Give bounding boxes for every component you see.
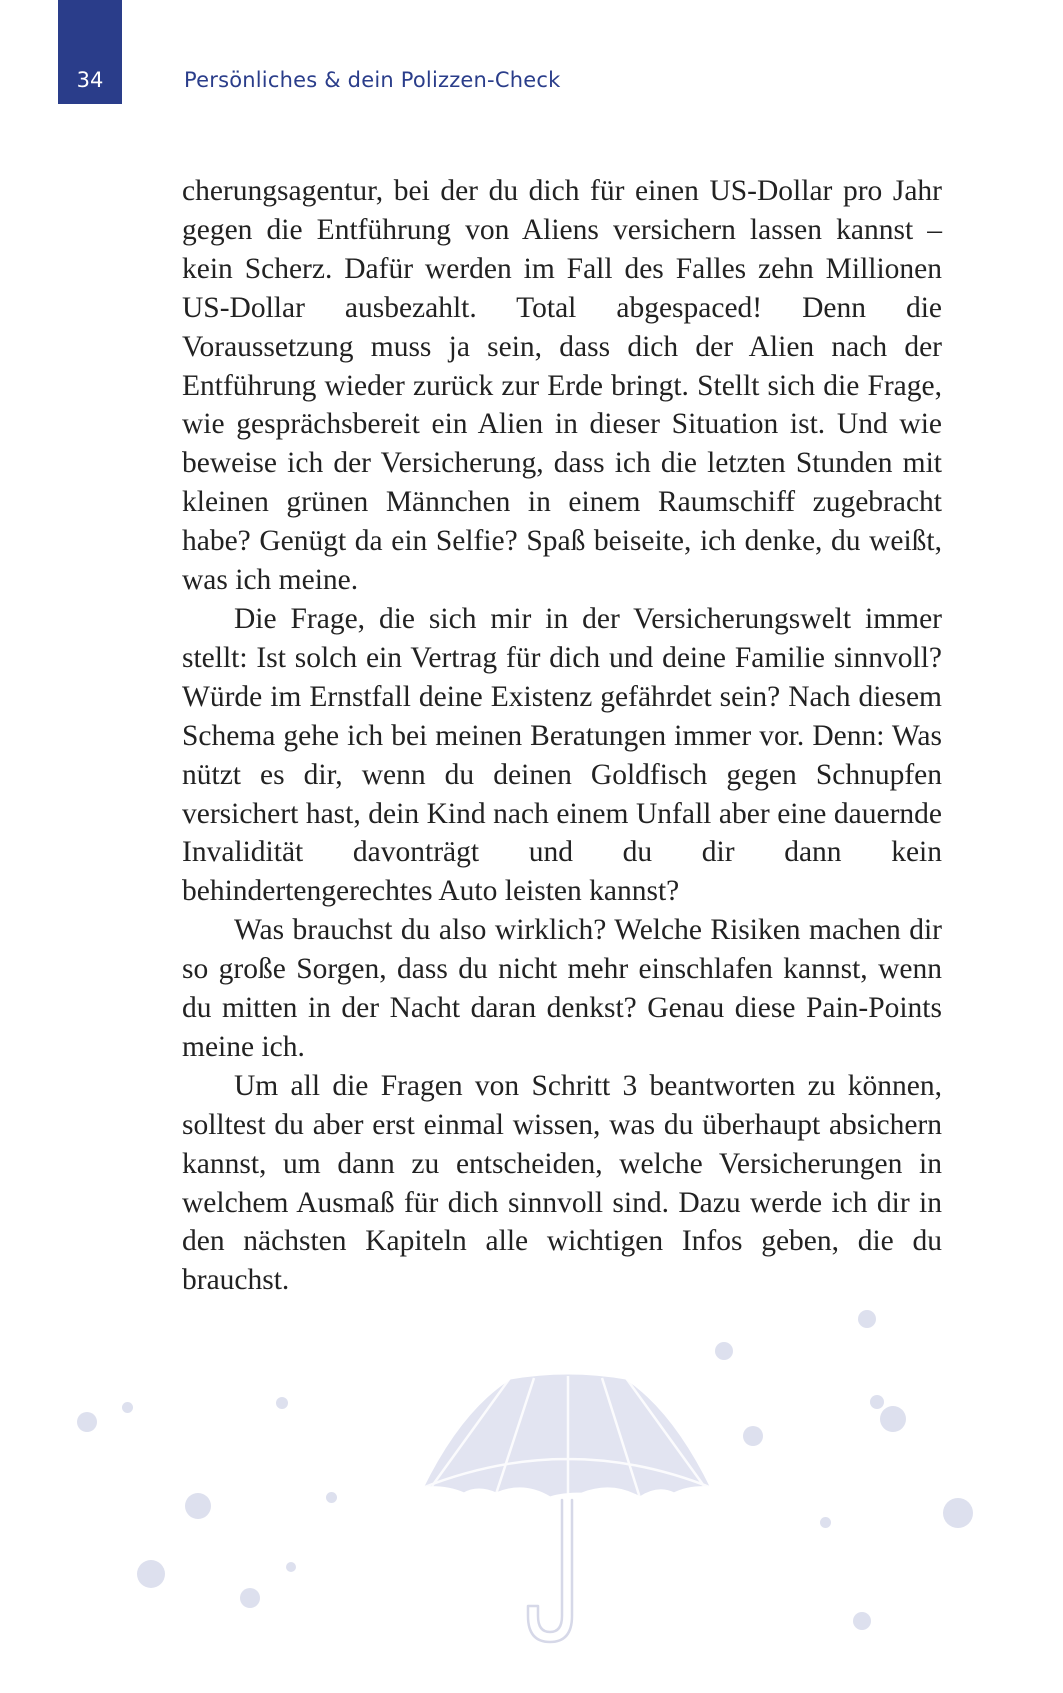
paragraph: Um all die Fragen von Schritt 3 beantworten zu können, solltest du aber erst einmal wissen, was du überhaupt absichern kannst, um dann zu entscheiden, welche Versicherungen in welchem Ausmaß für dich sinnvoll sind. Dazu werde ich dir in den nächsten Kapiteln alle wichtigen Infos geben, die du brauchst. [182, 1069, 942, 1297]
rain-dot [880, 1406, 906, 1432]
rain-dot [240, 1588, 260, 1608]
rain-dot [276, 1397, 288, 1409]
rain-dot [870, 1395, 884, 1409]
paragraph: cherungsagentur, bei der du dich für einen US-Dollar pro Jahr gegen die Entführung von Aliens versichern lassen kannst – kein Scherz. Dafür werden im Fall des Falles zehn Millionen US-Dollar ausbezahlt. Total abgespaced! Denn die Voraussetzung muss ja sein, dass dich der Alien nach der Entführung wieder zurück zur Erde bringt. Stellt sich die Frage, wie gesprächsbereit ein Alien in dieser Situation ist. Und wie beweise ich der Versicherung, dass ich die letzten Stunden mit kleinen grünen Männchen in einem Raumschiff zugebracht habe? Genügt da ein Selfie? Spaß beiseite, ich denke, du weißt, was ich meine. [182, 175, 942, 597]
page-number: 34 [76, 68, 104, 92]
rain-dot [137, 1560, 165, 1588]
umbrella-icon [412, 1370, 724, 1670]
rain-dot [743, 1426, 763, 1446]
rain-dot [858, 1310, 876, 1328]
running-header: Persönliches & dein Polizzen-Check [184, 68, 561, 92]
umbrella-handle [528, 1500, 572, 1642]
rain-dot [715, 1342, 733, 1360]
paragraph: Die Frage, die sich mir in der Versicherungswelt immer stellt: Ist solch ein Vertrag für dich und deine Familie sinnvoll? Würde im Ernstfall deine Existenz gefährdet sein? Nach diesem Schema gehe ich bei meinen Beratungen immer vor. Denn: Was nützt es dir, wenn du deinen Goldfisch gegen Schnupfen versichert hast, dein Kind nach einem Unfall aber eine dauernde Invalidität davonträgt und du dir dann kein behindertengerechtes Auto leisten kannst? [182, 602, 942, 908]
rain-dot [185, 1493, 211, 1519]
rain-dot [820, 1517, 831, 1528]
rain-dot [943, 1498, 973, 1528]
rain-dot [77, 1412, 97, 1432]
rain-dot [122, 1402, 133, 1413]
rain-dot [853, 1612, 871, 1630]
page-number-tab [58, 0, 122, 104]
rain-dot [286, 1562, 296, 1572]
rain-dot [326, 1492, 337, 1503]
body-text [182, 172, 942, 1300]
paragraph: Was brauchst du also wirklich? Welche Risiken machen dir so große Sorgen, dass du nicht mehr einschlafen kannst, wenn du mitten in der Nacht daran denkst? Genau diese Pain-Points meine ich. [182, 914, 942, 1063]
